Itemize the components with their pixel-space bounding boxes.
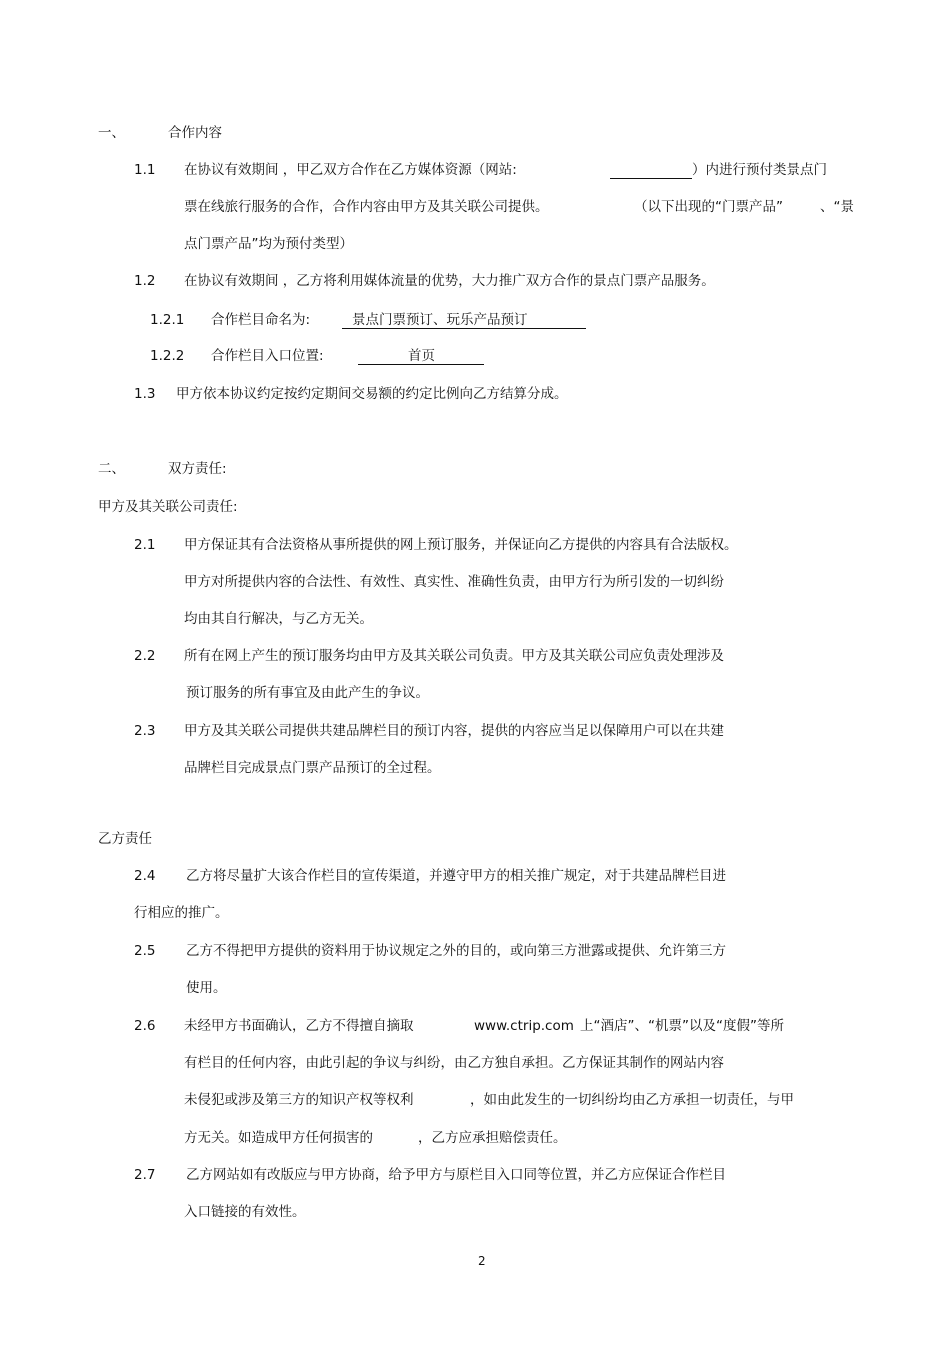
section1-title: 合作内容 <box>168 125 222 141</box>
clause-2-1-line3: 均由其自行解决，与乙方无关。 <box>184 611 373 627</box>
clause-1-2-text: 在协议有效期间 ，乙方将利用媒体流量的优势，大力推广双方合作的景点门票产品服务。 <box>184 273 715 289</box>
clause-1-1-line2b: （以下出现的“门票产品” <box>634 199 783 215</box>
party-b-heading: 乙方责任 <box>98 831 152 847</box>
clause-2-7-line2: 入口链接的有效性。 <box>184 1204 306 1220</box>
clause-1-1-line2c: 、“景 <box>820 199 854 215</box>
clause-1-3-text: 甲方依本协议约定按约定期间交易额的约定比例向乙方结算分成。 <box>176 386 568 402</box>
clause-1-1-number: 1.1 <box>134 162 156 178</box>
clause-1-3-number: 1.3 <box>134 386 156 402</box>
clause-2-6-line3a: 未侵犯或涉及第三方的知识产权等权利 <box>184 1092 414 1108</box>
clause-2-3-line1: 甲方及其关联公司提供共建品牌栏目的预订内容，提供的内容应当足以保障用户可以在共建 <box>184 723 724 739</box>
clause-2-6-line3b: ，如由此发生的一切纠纷均由乙方承担一切责任，与甲 <box>470 1092 794 1108</box>
clause-2-5-line2: 使用。 <box>186 980 227 996</box>
clause-1-2-2-label: 合作栏目入口位置: <box>211 348 324 364</box>
clause-2-2-line2: 预订服务的所有事宜及由此产生的争议。 <box>186 685 429 701</box>
clause-2-6-line4a: 方无关。如造成甲方任何损害的 <box>184 1130 373 1146</box>
clause-2-1-number: 2.1 <box>134 537 156 553</box>
clause-2-4-line1: 乙方将尽量扩大该合作栏目的宣传渠道，并遵守甲方的相关推广规定，对于共建品牌栏目进 <box>186 868 726 884</box>
clause-2-5-number: 2.5 <box>134 943 156 959</box>
section1-number: 一、 <box>98 125 125 141</box>
clause-2-7-number: 2.7 <box>134 1167 156 1183</box>
clause-2-4-line2: 行相应的推广。 <box>134 905 229 921</box>
clause-2-2-number: 2.2 <box>134 648 156 664</box>
clause-2-6-line1a: 未经甲方书面确认，乙方不得擅自摘取 <box>184 1018 414 1034</box>
clause-2-6-number: 2.6 <box>134 1018 156 1034</box>
ctrip-url-text: www.ctrip.com <box>474 1018 574 1034</box>
clause-2-1-line2: 甲方对所提供内容的合法性、有效性、真实性、准确性负责，由甲方行为所引发的一切纠纷 <box>184 574 724 590</box>
clause-1-2-1-number: 1.2.1 <box>150 312 185 328</box>
clause-1-1-line3: 点门票产品”均为预付类型） <box>184 236 353 252</box>
clause-1-2-1-label: 合作栏目命名为: <box>211 312 311 328</box>
section2-title: 双方责任: <box>168 461 227 477</box>
clause-1-2-2-number: 1.2.2 <box>150 348 185 364</box>
clause-2-6-line2: 有栏目的任何内容，由此引起的争议与纠纷，由乙方独自承担。乙方保证其制作的网站内容 <box>184 1055 724 1071</box>
website-blank-underline <box>610 178 692 179</box>
page-number: 2 <box>478 1254 486 1268</box>
clause-2-6-line4b: ，乙方应承担赔偿责任。 <box>418 1130 567 1146</box>
clause-2-6-line1b: 上“酒店”、“机票”以及“度假”等所 <box>580 1018 784 1034</box>
column-name-underline <box>342 328 586 329</box>
column-name-value: 景点门票预订、玩乐产品预订 <box>352 312 528 328</box>
clause-2-3-line2: 品牌栏目完成景点门票产品预订的全过程。 <box>184 760 441 776</box>
clause-2-2-line1: 所有在网上产生的预订服务均由甲方及其关联公司负责。甲方及其关联公司应负责处理涉及 <box>184 648 724 664</box>
party-a-heading: 甲方及其关联公司责任: <box>98 499 238 515</box>
section2-number: 二、 <box>98 461 125 477</box>
entry-position-underline <box>358 364 484 365</box>
clause-1-2-number: 1.2 <box>134 273 156 289</box>
entry-position-value: 首页 <box>408 348 435 364</box>
clause-1-1-line2a: 票在线旅行服务的合作，合作内容由甲方及其关联公司提供。 <box>184 199 549 215</box>
clause-2-4-number: 2.4 <box>134 868 156 884</box>
clause-2-7-line1: 乙方网站如有改版应与甲方协商，给予甲方与原栏目入口同等位置，并乙方应保证合作栏目 <box>186 1167 726 1183</box>
clause-1-1-line1b: ）内进行预付类景点门 <box>692 162 827 178</box>
clause-2-1-line1: 甲方保证其有合法资格从事所提供的网上预订服务，并保证向乙方提供的内容具有合法版权。 <box>184 537 738 553</box>
clause-2-5-line1: 乙方不得把甲方提供的资料用于协议规定之外的目的，或向第三方泄露或提供、允许第三方 <box>186 943 726 959</box>
clause-1-1-line1a: 在协议有效期间 ，甲乙双方合作在乙方媒体资源（网站: <box>184 162 517 178</box>
clause-2-3-number: 2.3 <box>134 723 156 739</box>
